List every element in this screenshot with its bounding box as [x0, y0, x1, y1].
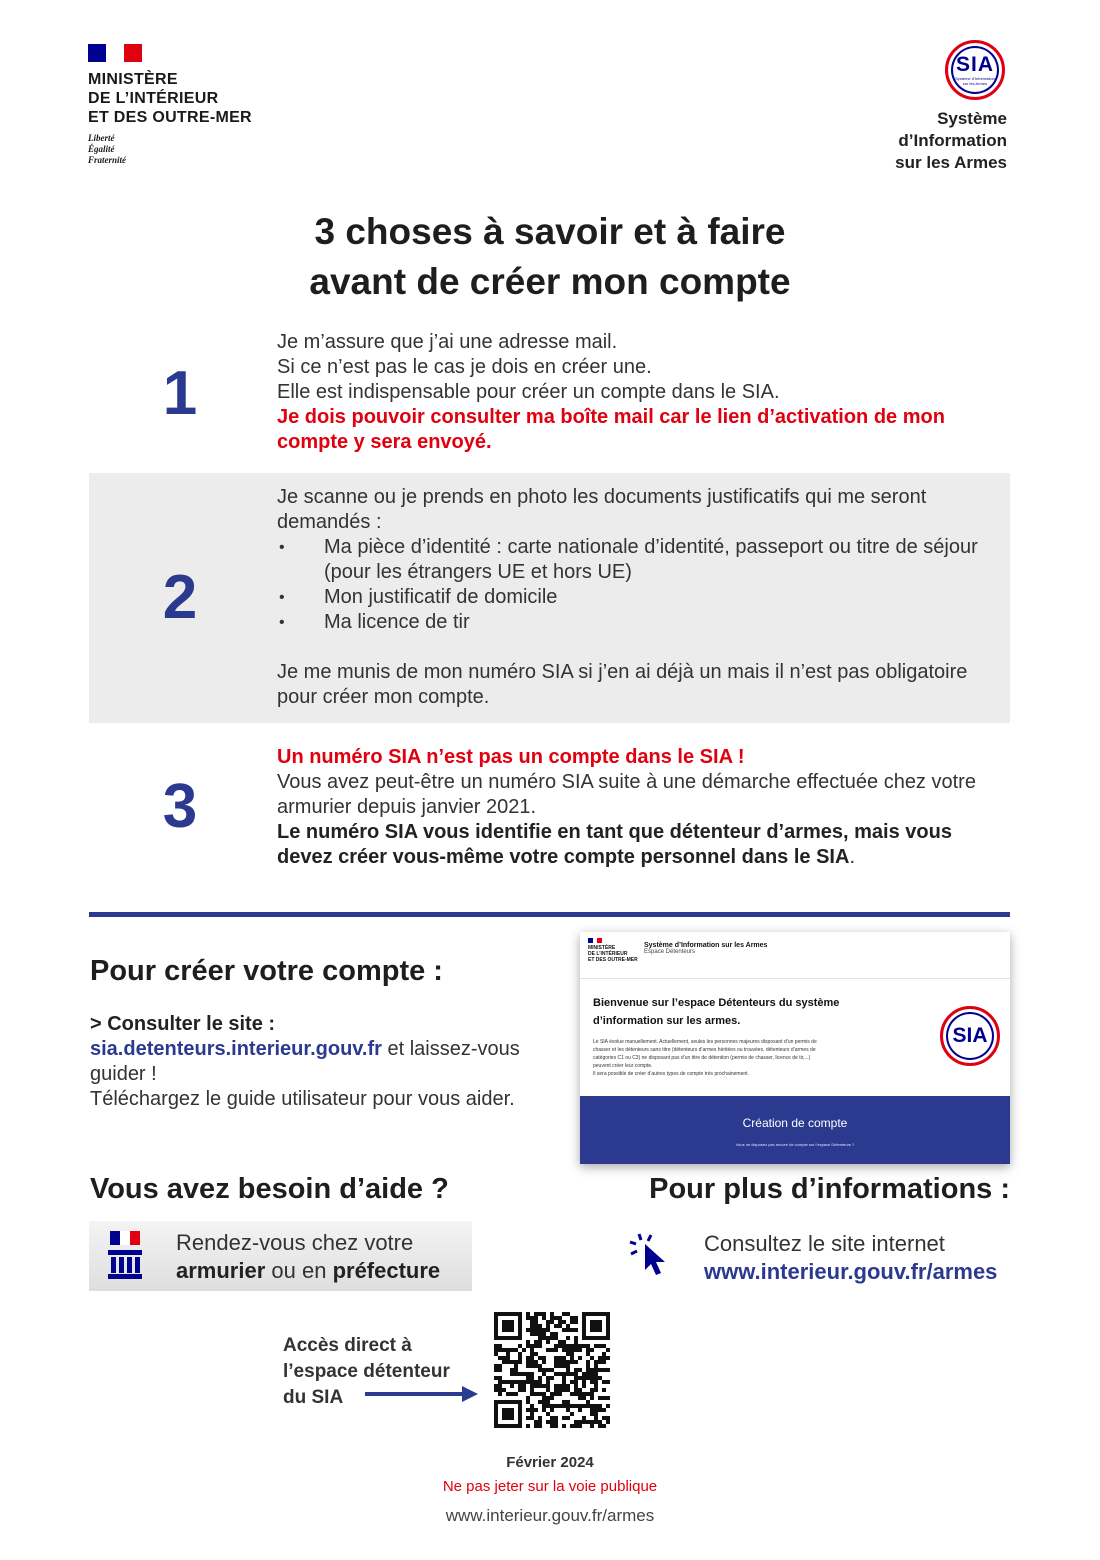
- ministry-name: MINISTÈRE DE L’INTÉRIEUR ET DES OUTRE-MER: [88, 71, 252, 126]
- french-flag-icon: [88, 44, 142, 62]
- step-2-text: Je scanne ou je prends en photo les documents justificatifs qui me seront demandés : • Ma pièce d’identité : carte nationale d’identité, passeport ou titre de séjour (pour les étrangers UE et hors UE) • Mon justificatif de domicile • Ma licence de tir Je me munis de mon numéro SIA si j’en ai déjà un mais il n’est pas obligatoire pour créer mon compte.: [277, 485, 997, 710]
- more-info-text: Consultez le site internet www.interieur.gouv.fr/armes: [704, 1231, 998, 1284]
- step-1-text: Je m’assure que j’ai une adresse mail. Si ce n’est pas le cas je dois en créer une. Elle est indispensable pour créer un compte dans le SIA. Je dois pouvoir consulter ma boîte mail car le lien d’activation de mon compte y sera envoyé.: [277, 330, 1007, 455]
- republic-motto: Liberté Égalité Fraternité: [88, 133, 127, 165]
- more-info-heading: Pour plus d’informations :: [649, 1173, 1010, 1205]
- interieur-armes-link[interactable]: www.interieur.gouv.fr/armes: [704, 1259, 998, 1284]
- qr-code[interactable]: [494, 1312, 610, 1428]
- help-heading: Vous avez besoin d’aide ?: [90, 1173, 449, 1205]
- create-account-text: > Consulter le site : sia.detenteurs.interieur.gouv.fr et laissez-vous guider ! Téléchargez le guide utilisateur pour vous aider.: [90, 1013, 520, 1110]
- sia-logo: SIA Système d’Information sur les Armes: [945, 40, 1005, 100]
- welcome-title: Bienvenue sur l’espace Détenteurs du système d’information sur les armes.: [593, 997, 840, 1027]
- screenshot-footer: Création de compte Vous ne disposez pas encore de compte sur l’espace Détenteurs ?: [580, 1096, 1010, 1164]
- section-divider: [89, 912, 1010, 917]
- sia-site-link[interactable]: sia.detenteurs.interieur.gouv.fr: [90, 1038, 382, 1060]
- footer-notice: Ne pas jeter sur la voie publique: [442, 1478, 658, 1495]
- step-3-number: 3: [162, 772, 198, 841]
- qr-caption: Accès direct à l’espace détenteur du SIA: [283, 1335, 450, 1408]
- step-3-text: Un numéro SIA n’est pas un compte dans le SIA ! Vous avez peut-être un numéro SIA suite à une démarche effectuée chez votre armurier depuis janvier 2021. Le numéro SIA vous identifie en tant que détenteur d’armes, mais vous devez créer vous-même votre compte personnel dans le SIA.: [277, 745, 997, 870]
- sia-logo: SIA: [940, 1006, 1000, 1066]
- help-text: Rendez-vous chez votre armurier ou en préfecture: [176, 1230, 441, 1283]
- step-1-number: 1: [162, 359, 198, 428]
- french-flag-icon: [588, 938, 602, 943]
- documents-list: [277, 535, 997, 635]
- welcome-body: Le SIA évolue manuellement. Actuellement, seules les personnes majeures disposant d’un permis de chasser et les détenteurs sans titre (détenteurs d’armes héritées ou trouvées, détenteurs d’armes de catégories C1 ou C3) ne disposant pas d’un titre de détention (permis de chasser, licence de tir,...) peuvent créer leur compte. Il sera possible de créer d’autres types de compte très prochainement.: [593, 1039, 817, 1077]
- create-account-button: Création de compte: [742, 1116, 848, 1130]
- create-account-heading: Pour créer votre compte :: [90, 955, 443, 987]
- page-title: 3 choses à savoir et à faire avant de créer mon compte: [309, 211, 791, 302]
- step-3-warning: Un numéro SIA n’est pas un compte dans le SIA !: [277, 746, 745, 768]
- qr-code-icon: [494, 1312, 610, 1428]
- prefecture-building-icon: [107, 1231, 143, 1281]
- arrow-right-icon: [365, 1384, 480, 1409]
- screenshot-header: MINISTÈRE DE L’INTÉRIEUR ET DES OUTRE-MER Système d’Information sur les Armes Espace Détenteurs: [580, 932, 1010, 979]
- ministry-block: [88, 44, 252, 166]
- list-item: • Mon justificatif de domicile: [277, 585, 997, 610]
- step-2-number: 2: [162, 563, 198, 632]
- help-box: [89, 1221, 472, 1291]
- footer-url: www.interieur.gouv.fr/armes: [445, 1506, 655, 1525]
- sia-website-screenshot: [580, 932, 1010, 1164]
- sia-caption: Système d’Information sur les Armes: [895, 109, 1007, 172]
- footer-date: Février 2024: [506, 1454, 594, 1471]
- step-1-warning: Je dois pouvoir consulter ma boîte mail car le lien d’activation de mon compte y sera envoyé.: [277, 406, 945, 453]
- click-cursor-icon: [627, 1230, 675, 1278]
- list-item: • Ma licence de tir: [277, 610, 997, 635]
- list-item: • Ma pièce d’identité : carte nationale d’identité, passeport ou titre de séjour (pour les étrangers UE et hors UE): [277, 535, 997, 585]
